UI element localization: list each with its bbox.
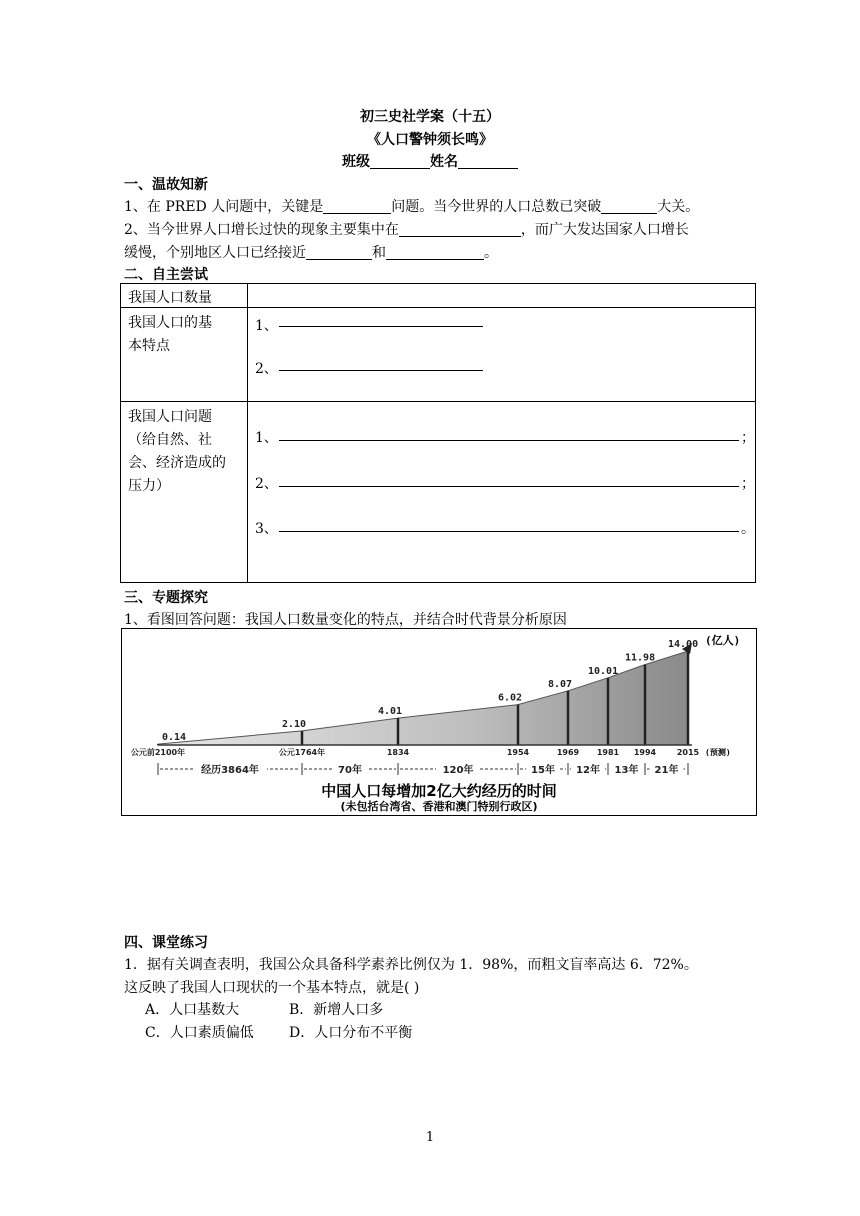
- year-label: 1954: [506, 748, 530, 757]
- year-label: 公元前2100年: [130, 748, 186, 757]
- q2-text-a: 2、当今世界人口增长过快的现象主要集中在: [124, 222, 399, 238]
- q1-text-a: 1、在 PRED 人问题中，关键是: [124, 199, 324, 215]
- q1-blank-2[interactable]: [601, 199, 657, 214]
- row3-label-line3: 会、经济造成的: [128, 455, 226, 471]
- row3-label-line1: 我国人口问题: [128, 409, 212, 425]
- row2-item2-label: 2、: [255, 361, 278, 377]
- row2-label: [121, 308, 248, 402]
- row2-answer-cell: [248, 308, 756, 402]
- row3-item2-end: ；: [741, 476, 755, 492]
- page-subtitle: 《人口警钟须长鸣》: [367, 132, 493, 148]
- q1-blank-1[interactable]: [323, 199, 391, 214]
- interval-label: 21年: [654, 765, 679, 776]
- row3-item1-end: ；: [741, 430, 755, 446]
- value-label: 11.98: [625, 652, 656, 664]
- section4-heading: 四、课堂练习: [124, 935, 208, 951]
- class-name-line: [0, 151, 860, 171]
- row3-item3-label: 3、: [255, 521, 278, 537]
- section1-q2-line1: [124, 219, 689, 239]
- chart-caption-sub: (未包括台湾省、香港和澳门特别行政区): [340, 800, 538, 813]
- name-blank[interactable]: [458, 154, 518, 169]
- year-label: 公元1764年: [278, 748, 326, 757]
- row3-answer-cell: [248, 402, 756, 583]
- interval-label: 12年: [576, 765, 600, 776]
- value-label: 2.10: [282, 718, 307, 730]
- q2-text-d: 和: [372, 245, 386, 261]
- row3-item3-blank[interactable]: [279, 531, 739, 532]
- row2-label-line1: 我国人口的基: [128, 315, 212, 331]
- option-b[interactable]: B．新增人口多: [289, 1002, 384, 1018]
- q2-blank-1[interactable]: [399, 222, 521, 237]
- row3-item2-blank[interactable]: [279, 486, 739, 487]
- year-label: 1981: [596, 748, 620, 757]
- table-row: [121, 402, 756, 583]
- section3-q1: 1、看图回答问题：我国人口数量变化的特点，并结合时代背景分析原因: [124, 612, 567, 628]
- q2-blank-2[interactable]: [306, 245, 372, 260]
- year-label: 1834: [386, 748, 410, 757]
- row2-item2-blank[interactable]: [279, 370, 483, 371]
- year-label: 2015: [676, 748, 700, 757]
- q2-blank-3[interactable]: [386, 245, 484, 260]
- row3-item2-label: 2、: [255, 476, 278, 492]
- value-label: 4.01: [378, 706, 403, 718]
- section1-q2-line2: [124, 242, 498, 262]
- page-number: 1: [425, 1130, 435, 1145]
- q1-text-b: 问题。当今世界的人口总数已突破: [391, 199, 602, 215]
- q1-text-c: 大关。: [657, 199, 700, 215]
- q2-text-e: 。: [484, 245, 498, 261]
- chart-caption: 中国人口每增加2亿大约经历的时间: [321, 782, 557, 800]
- row3-item1-blank[interactable]: [279, 440, 739, 441]
- section3-heading: 三、专题探究: [124, 590, 208, 606]
- row2-item1-blank[interactable]: [279, 326, 483, 327]
- interval-label: 120年: [442, 765, 474, 776]
- value-label: 14.00: [668, 639, 699, 650]
- name-label: 姓名: [430, 154, 458, 170]
- section1-heading: 一、温故知新: [124, 177, 208, 193]
- option-c[interactable]: C．人口素质偏低: [145, 1025, 254, 1041]
- class-blank[interactable]: [370, 154, 430, 169]
- interval-label: 15年: [531, 765, 555, 776]
- population-chart-svg: [122, 629, 756, 815]
- section4-q1-line1: 1．据有关调查表明，我国公众具备科学素养比例仅为 1．98%，而粗文盲率高达 6．72%。: [124, 957, 698, 973]
- interval-label: 13年: [614, 765, 639, 776]
- population-chart: [121, 628, 757, 816]
- section4-q1-line2: 这反映了我国人口现状的一个基本特点，就是( ): [124, 980, 420, 996]
- table-row: [121, 284, 756, 308]
- value-label: 6.02: [498, 692, 523, 704]
- value-label: 10.01: [588, 665, 619, 677]
- row3-label: [121, 402, 248, 583]
- q2-text-c: 缓慢，个别地区人口已经接近: [124, 245, 306, 261]
- value-label: 0.14: [162, 732, 187, 744]
- option-d[interactable]: D．人口分布不平衡: [289, 1025, 413, 1041]
- row1-label: 我国人口数量: [121, 284, 248, 308]
- q2-text-b: ，而广大发达国家人口增长: [520, 222, 689, 238]
- row3-item1-label: 1、: [255, 430, 278, 446]
- self-study-table: [120, 283, 756, 583]
- page-title: 初三史社学案（十五）: [360, 109, 500, 125]
- row2-label-line2: 本特点: [128, 338, 170, 354]
- chart-forecast-note: (预测): [705, 748, 731, 757]
- row2-item1-label: 1、: [255, 318, 278, 334]
- option-a[interactable]: A．人口基数大: [145, 1002, 240, 1018]
- section1-q1: [124, 196, 699, 216]
- row3-item3-end: 。: [741, 521, 755, 537]
- class-label: 班级: [342, 154, 370, 170]
- section2-heading: 二、自主尝试: [124, 267, 208, 283]
- year-label: 1969: [556, 748, 580, 757]
- table-row: [121, 308, 756, 402]
- year-label: 1994: [633, 748, 657, 757]
- interval-label: 70年: [338, 765, 362, 776]
- row3-label-line2: （给自然、社: [128, 432, 212, 448]
- interval-label: 经历3864年: [201, 765, 259, 776]
- chart-unit: (亿人): [705, 634, 741, 647]
- value-label: 8.07: [548, 678, 573, 690]
- row3-label-line4: 压力）: [128, 478, 170, 494]
- row1-answer-cell[interactable]: [248, 284, 756, 308]
